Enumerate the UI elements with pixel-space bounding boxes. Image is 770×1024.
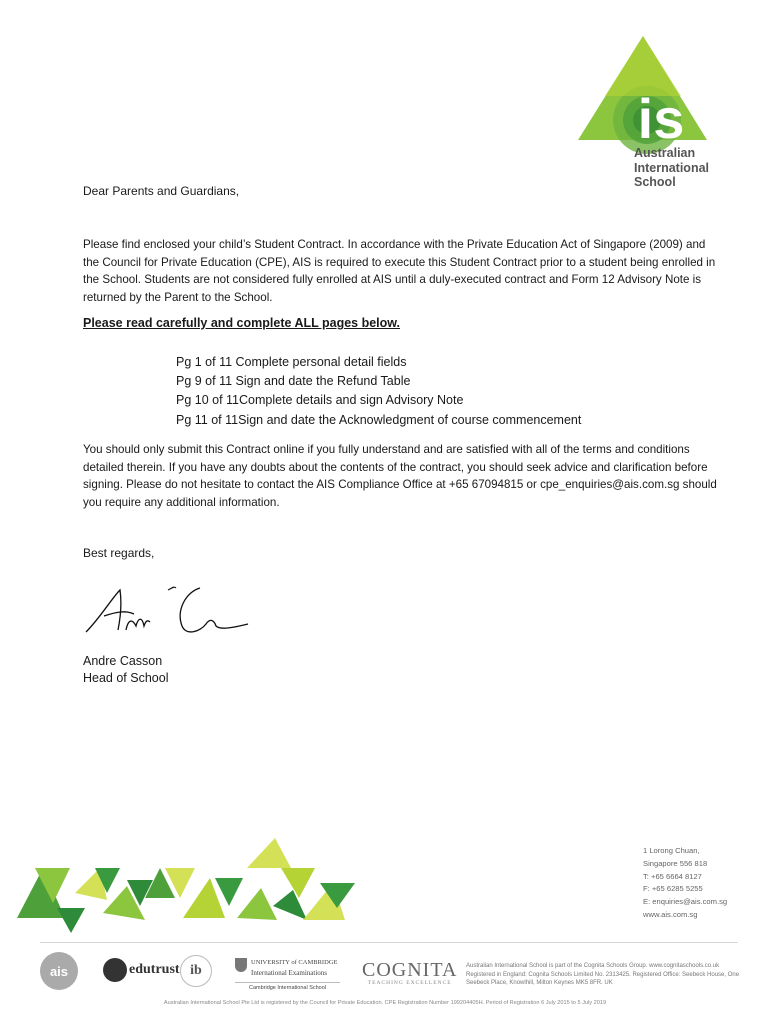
intro-paragraph: Please find enclosed your child’s Student Contract. In accordance with the Private Education Act of Singapore (2009) and the Council for Private Education (CPE), AIS is required to execute this Student Contract prior to a student being enrolled in the School. Students are not considered fully enrolled at AIS until a duly-executed contract and Form 12 Advisory Note is returned by the Parent to the School. <box>83 238 716 304</box>
step-item: Pg 10 of 11Complete details and sign Advisory Note <box>176 393 464 408</box>
cpe-registration: Australian International School Pte Ltd is registered by the Council for Private Education. CPE Registration Number 199204405H. Period of Registration 6 July 2015 to 5 July 2019 <box>163 1000 607 1006</box>
edutrust-logo: edutrust <box>103 955 180 985</box>
school-address: 1 Lorong Chuan, Singapore 556 818 T: +65 6664 8127 F: +65 6285 5255 E: enquiries@ais.com.sg www.ais.com.sg <box>643 846 728 919</box>
instructions-heading: Please read carefully and complete ALL pages below. <box>83 316 401 330</box>
signature <box>82 580 252 640</box>
decorative-triangles <box>15 838 360 933</box>
ais-logo: ais <box>40 952 78 990</box>
step-item: Pg 11 of 11Sign and date the Acknowledgment of course commencement <box>176 412 582 427</box>
step-item: Pg 9 of 11 Sign and date the Refund Table <box>176 374 411 389</box>
footer-divider <box>40 942 738 943</box>
submission-paragraph: You should only submit this Contract online if you fully understand and are satisfied with all of the terms and conditions detailed therein. If you have any doubts about the contents of the contract, you should seek advice and clarification before signing. Please do not hesitate to contact the AIS Compliance Office at +65 67094815 or cpe_enquiries@ais.com.sg should you require any additional information. <box>83 443 717 509</box>
signer-title: Head of School <box>83 670 169 685</box>
signer-block <box>83 653 168 686</box>
cognita-note: Australian International School is part of the Cognita Schools Group. www.cognitaschools.co.uk Registered in England: Cognita Schools Limited No. 2313425. Registered Office: Seebeck House, One Seebeck Place, Knowlhill, Milton Keynes MK5 8FR. UK <box>466 963 740 986</box>
cognita-logo: COGNITA TEACHING EXCELLENCE <box>362 959 458 986</box>
logo-letters: is <box>637 87 685 150</box>
ib-logo: ib <box>180 955 212 987</box>
closing: Best regards, <box>83 546 155 560</box>
cambridge-logo: UNIVERSITY of CAMBRIDGE International Examinations Cambridge International School <box>235 958 340 991</box>
step-item: Pg 1 of 11 Complete personal detail fields <box>176 355 407 369</box>
greeting: Dear Parents and Guardians, <box>83 184 240 198</box>
signer-name: Andre Casson <box>83 654 163 668</box>
cambridge-shield-icon <box>235 958 247 972</box>
page-steps-list <box>176 353 581 430</box>
school-name: Australian International School <box>634 146 710 189</box>
